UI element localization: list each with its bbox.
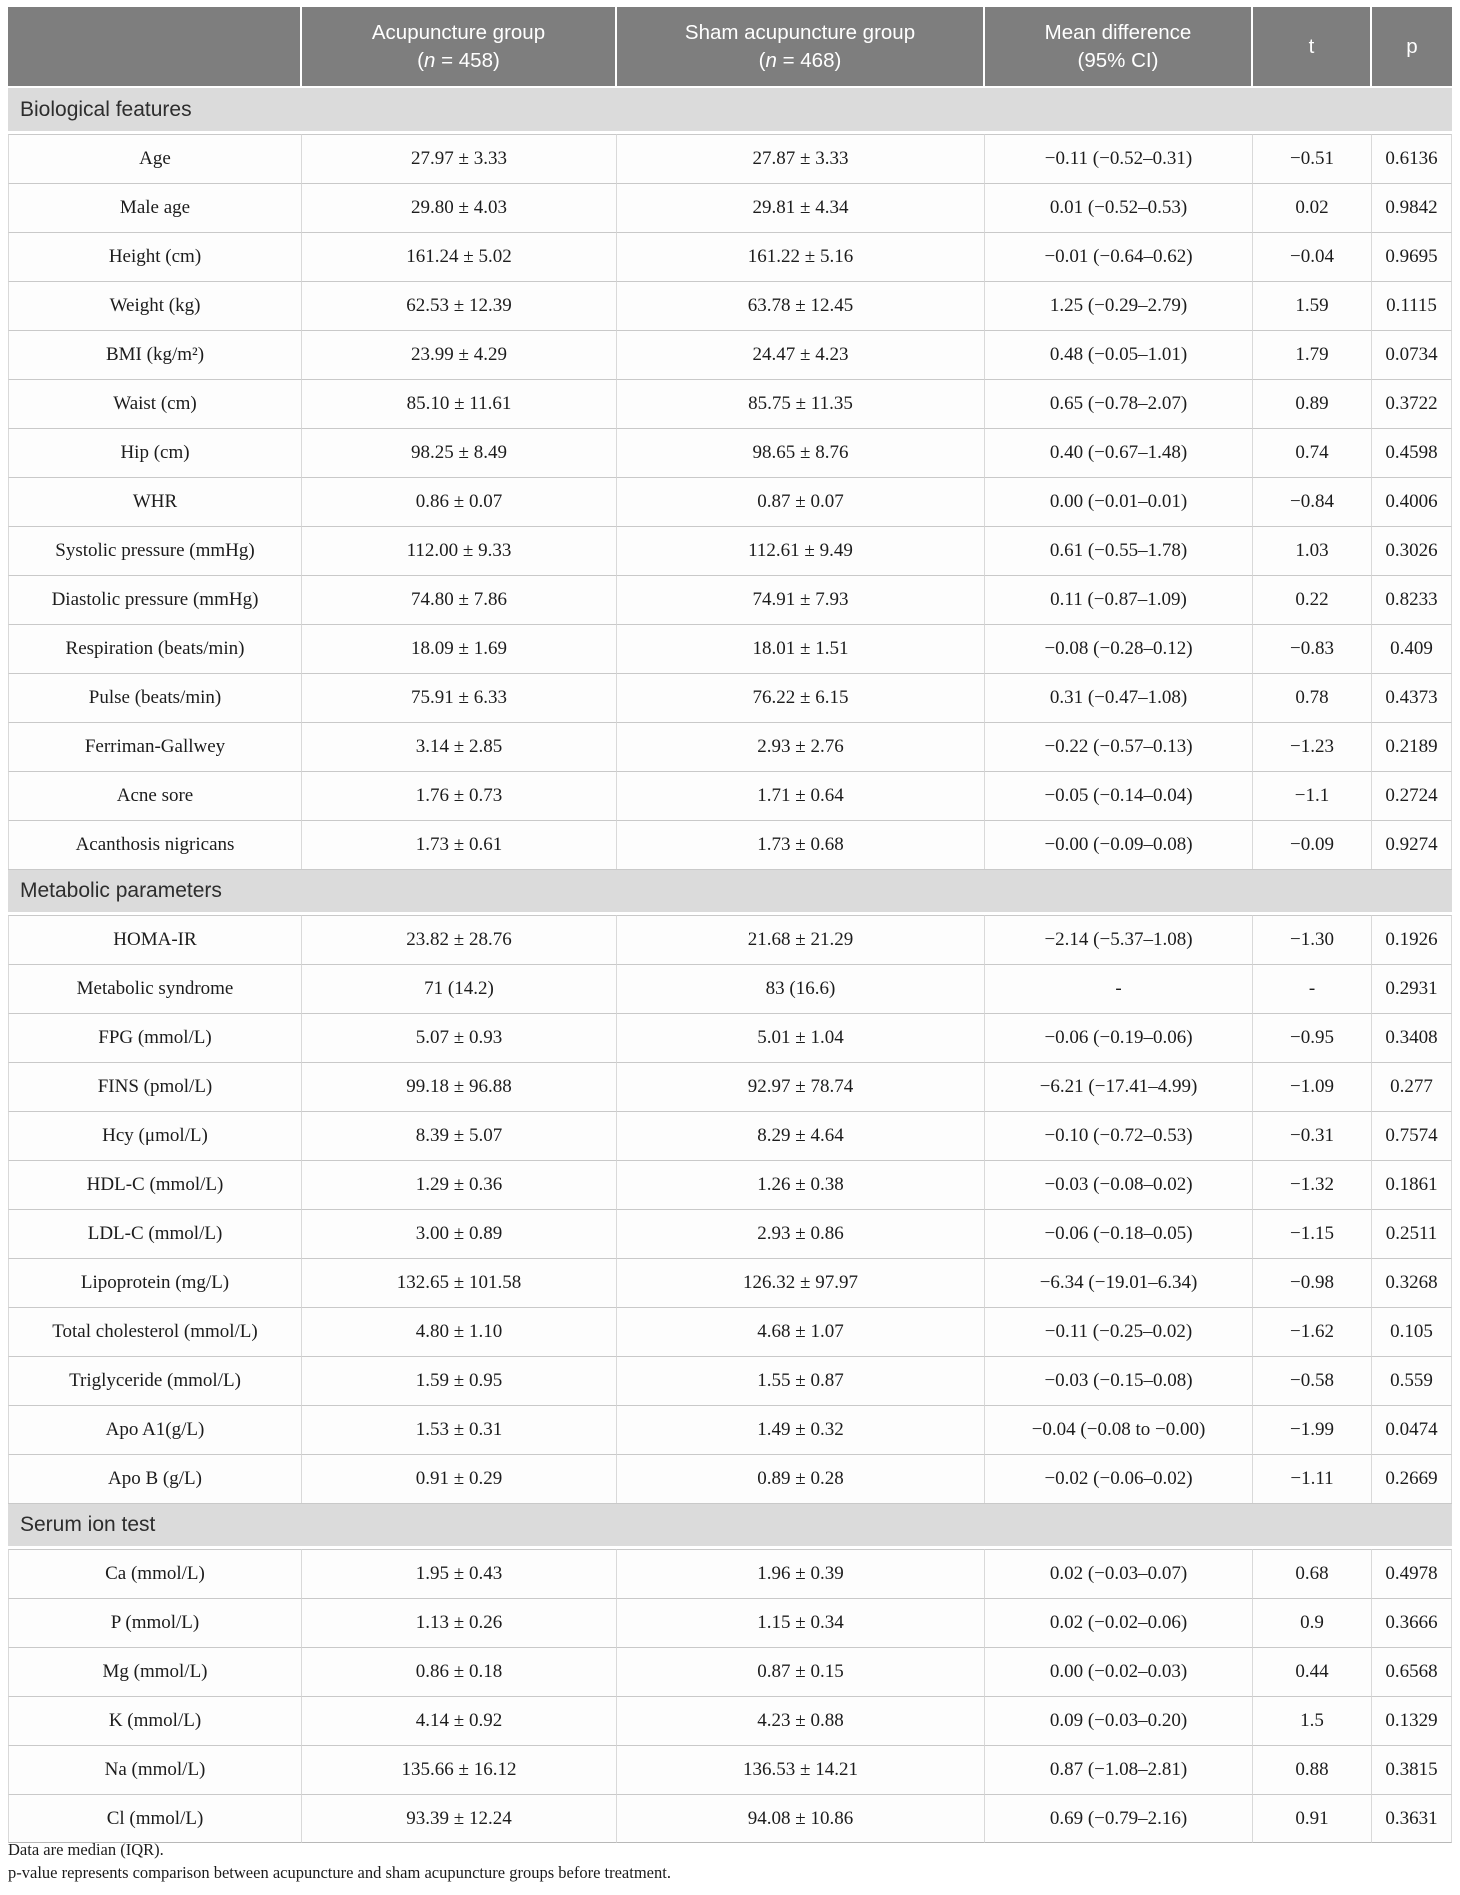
acupuncture-group-n: (n = 458): [417, 48, 500, 72]
row-label: Apo A1(g/L): [8, 1405, 302, 1454]
acupuncture-value: 1.29 ± 0.36: [302, 1160, 617, 1209]
table-row: [8, 183, 1452, 232]
column-header-mean-difference: [985, 7, 1253, 88]
table-row: [8, 915, 1452, 964]
table-row: [8, 1745, 1452, 1794]
p-value: 0.3815: [1372, 1745, 1452, 1794]
t-value: −0.83: [1253, 624, 1372, 673]
sham-value: 136.53 ± 14.21: [617, 1745, 985, 1794]
p-value: 0.2724: [1372, 771, 1452, 820]
p-value: 0.8233: [1372, 575, 1452, 624]
t-value: -: [1253, 964, 1372, 1013]
acupuncture-value: 4.14 ± 0.92: [302, 1696, 617, 1745]
acupuncture-value: 27.97 ± 3.33: [302, 134, 617, 183]
t-value: −1.99: [1253, 1405, 1372, 1454]
p-value: 0.3631: [1372, 1794, 1452, 1843]
acupuncture-value: 1.95 ± 0.43: [302, 1549, 617, 1598]
t-value: 0.78: [1253, 673, 1372, 722]
row-label: Acanthosis nigricans: [8, 820, 302, 869]
t-value: −0.58: [1253, 1356, 1372, 1405]
row-label: HDL-C (mmol/L): [8, 1160, 302, 1209]
acupuncture-value: 1.53 ± 0.31: [302, 1405, 617, 1454]
row-label: Mg (mmol/L): [8, 1647, 302, 1696]
p-value: 0.0734: [1372, 330, 1452, 379]
p-value: 0.3268: [1372, 1258, 1452, 1307]
baseline-characteristics-table: [8, 7, 1452, 1843]
row-label: Diastolic pressure (mmHg): [8, 575, 302, 624]
table-row: [8, 575, 1452, 624]
p-value: 0.2931: [1372, 964, 1452, 1013]
footnote-data-median: Data are median (IQR).: [8, 1840, 164, 1859]
acupuncture-value: 5.07 ± 0.93: [302, 1013, 617, 1062]
acupuncture-value: 71 (14.2): [302, 964, 617, 1013]
table-row: [8, 281, 1452, 330]
table-row: [8, 134, 1452, 183]
row-label: WHR: [8, 477, 302, 526]
mean-difference-value: −0.01 (−0.64–0.62): [985, 232, 1253, 281]
t-value: 0.22: [1253, 575, 1372, 624]
p-value: 0.0474: [1372, 1405, 1452, 1454]
t-value: 0.89: [1253, 379, 1372, 428]
sham-value: 2.93 ± 2.76: [617, 722, 985, 771]
table-row: [8, 1111, 1452, 1160]
column-header-acupuncture-group: [302, 7, 617, 88]
table-row: [8, 1307, 1452, 1356]
sham-value: 0.87 ± 0.07: [617, 477, 985, 526]
table-row: [8, 1647, 1452, 1696]
acupuncture-value: 1.73 ± 0.61: [302, 820, 617, 869]
mean-difference-value: −0.03 (−0.15–0.08): [985, 1356, 1253, 1405]
p-value: 0.4598: [1372, 428, 1452, 477]
section-header-row: [8, 88, 1452, 134]
t-value: −1.15: [1253, 1209, 1372, 1258]
mean-difference-value: −0.05 (−0.14–0.04): [985, 771, 1253, 820]
sham-value: 5.01 ± 1.04: [617, 1013, 985, 1062]
mean-difference-value: 0.87 (−1.08–2.81): [985, 1745, 1253, 1794]
acupuncture-value: 132.65 ± 101.58: [302, 1258, 617, 1307]
t-value: −0.31: [1253, 1111, 1372, 1160]
sham-value: 76.22 ± 6.15: [617, 673, 985, 722]
acupuncture-value: 3.00 ± 0.89: [302, 1209, 617, 1258]
section-title: Metabolic parameters: [8, 869, 1452, 915]
mean-difference-ci: (95% CI): [1077, 48, 1159, 72]
mean-difference-value: 1.25 (−0.29–2.79): [985, 281, 1253, 330]
row-label: HOMA-IR: [8, 915, 302, 964]
p-value: 0.9274: [1372, 820, 1452, 869]
acupuncture-value: 135.66 ± 16.12: [302, 1745, 617, 1794]
table-row: [8, 673, 1452, 722]
t-value: −0.51: [1253, 134, 1372, 183]
footnote-p-value: p-value represents comparison between acupuncture and sham acupuncture groups before treatment.: [8, 1863, 671, 1883]
p-value: 0.1115: [1372, 281, 1452, 330]
row-label: P (mmol/L): [8, 1598, 302, 1647]
p-value: 0.3722: [1372, 379, 1452, 428]
t-value: 1.5: [1253, 1696, 1372, 1745]
table-row: [8, 1696, 1452, 1745]
acupuncture-value: 75.91 ± 6.33: [302, 673, 617, 722]
row-label: Apo B (g/L): [8, 1454, 302, 1503]
table-row: [8, 1160, 1452, 1209]
row-label: Ca (mmol/L): [8, 1549, 302, 1598]
sham-value: 24.47 ± 4.23: [617, 330, 985, 379]
sham-value: 1.55 ± 0.87: [617, 1356, 985, 1405]
sham-value: 98.65 ± 8.76: [617, 428, 985, 477]
t-value: −1.32: [1253, 1160, 1372, 1209]
sham-value: 161.22 ± 5.16: [617, 232, 985, 281]
mean-difference-value: 0.11 (−0.87–1.09): [985, 575, 1253, 624]
sham-value: 21.68 ± 21.29: [617, 915, 985, 964]
mean-difference-value: 0.00 (−0.02–0.03): [985, 1647, 1253, 1696]
mean-difference-value: −2.14 (−5.37–1.08): [985, 915, 1253, 964]
sham-value: 1.15 ± 0.34: [617, 1598, 985, 1647]
sham-value: 1.96 ± 0.39: [617, 1549, 985, 1598]
mean-difference-value: −0.00 (−0.09–0.08): [985, 820, 1253, 869]
row-label: LDL-C (mmol/L): [8, 1209, 302, 1258]
table-row: [8, 722, 1452, 771]
sham-value: 8.29 ± 4.64: [617, 1111, 985, 1160]
t-value: −1.09: [1253, 1062, 1372, 1111]
table-row: [8, 1794, 1452, 1843]
column-header-sham-group: [617, 7, 985, 88]
row-label: Respiration (beats/min): [8, 624, 302, 673]
p-value: 0.9842: [1372, 183, 1452, 232]
p-value: 0.105: [1372, 1307, 1452, 1356]
mean-difference-value: −0.06 (−0.19–0.06): [985, 1013, 1253, 1062]
t-value: 0.02: [1253, 183, 1372, 232]
sham-value: 85.75 ± 11.35: [617, 379, 985, 428]
mean-difference-value: −6.34 (−19.01–6.34): [985, 1258, 1253, 1307]
p-value: 0.2669: [1372, 1454, 1452, 1503]
t-value: −0.98: [1253, 1258, 1372, 1307]
mean-difference-title: Mean difference: [1044, 21, 1192, 45]
sham-value: 0.87 ± 0.15: [617, 1647, 985, 1696]
sham-value: 4.23 ± 0.88: [617, 1696, 985, 1745]
sham-value: 63.78 ± 12.45: [617, 281, 985, 330]
p-value: 0.277: [1372, 1062, 1452, 1111]
t-value: 1.03: [1253, 526, 1372, 575]
mean-difference-value: −0.04 (−0.08 to −0.00): [985, 1405, 1253, 1454]
p-value: 0.1926: [1372, 915, 1452, 964]
t-value: 0.9: [1253, 1598, 1372, 1647]
table-row: [8, 1356, 1452, 1405]
acupuncture-value: 0.86 ± 0.18: [302, 1647, 617, 1696]
acupuncture-value: 8.39 ± 5.07: [302, 1111, 617, 1160]
acupuncture-value: 93.39 ± 12.24: [302, 1794, 617, 1843]
section-title: Biological features: [8, 88, 1452, 134]
sham-value: 4.68 ± 1.07: [617, 1307, 985, 1356]
p-value: 0.4373: [1372, 673, 1452, 722]
mean-difference-value: −0.08 (−0.28–0.12): [985, 624, 1253, 673]
row-label: Age: [8, 134, 302, 183]
t-value: 0.88: [1253, 1745, 1372, 1794]
row-label: Waist (cm): [8, 379, 302, 428]
p-value: 0.6136: [1372, 134, 1452, 183]
row-label: FINS (pmol/L): [8, 1062, 302, 1111]
acupuncture-value: 112.00 ± 9.33: [302, 526, 617, 575]
mean-difference-value: −0.10 (−0.72–0.53): [985, 1111, 1253, 1160]
table-row: [8, 1454, 1452, 1503]
acupuncture-value: 85.10 ± 11.61: [302, 379, 617, 428]
p-value: 0.409: [1372, 624, 1452, 673]
column-header-variable: [8, 7, 302, 88]
mean-difference-value: 0.31 (−0.47–1.08): [985, 673, 1253, 722]
mean-difference-value: −0.11 (−0.52–0.31): [985, 134, 1253, 183]
t-value: −0.04: [1253, 232, 1372, 281]
t-value: −1.30: [1253, 915, 1372, 964]
mean-difference-value: −6.21 (−17.41–4.99): [985, 1062, 1253, 1111]
row-label: Systolic pressure (mmHg): [8, 526, 302, 575]
table-row: [8, 964, 1452, 1013]
table-row: [8, 1062, 1452, 1111]
table-row: [8, 624, 1452, 673]
section-header-row: [8, 1503, 1452, 1549]
t-value: −0.95: [1253, 1013, 1372, 1062]
mean-difference-value: −0.22 (−0.57–0.13): [985, 722, 1253, 771]
mean-difference-value: −0.11 (−0.25–0.02): [985, 1307, 1253, 1356]
sham-value: 92.97 ± 78.74: [617, 1062, 985, 1111]
column-header-t: t: [1253, 7, 1372, 88]
p-value: 0.2189: [1372, 722, 1452, 771]
mean-difference-value: 0.01 (−0.52–0.53): [985, 183, 1253, 232]
sham-value: 1.26 ± 0.38: [617, 1160, 985, 1209]
t-value: −1.62: [1253, 1307, 1372, 1356]
table-row: [8, 1013, 1452, 1062]
acupuncture-value: 23.82 ± 28.76: [302, 915, 617, 964]
acupuncture-value: 0.86 ± 0.07: [302, 477, 617, 526]
row-label: Triglyceride (mmol/L): [8, 1356, 302, 1405]
table-row: [8, 477, 1452, 526]
t-value: 1.79: [1253, 330, 1372, 379]
t-value: −1.1: [1253, 771, 1372, 820]
table-row: [8, 820, 1452, 869]
mean-difference-value: 0.40 (−0.67–1.48): [985, 428, 1253, 477]
acupuncture-value: 98.25 ± 8.49: [302, 428, 617, 477]
sham-value: 74.91 ± 7.93: [617, 575, 985, 624]
table-row: [8, 526, 1452, 575]
acupuncture-value: 3.14 ± 2.85: [302, 722, 617, 771]
column-header-p: p: [1372, 7, 1452, 88]
table-row: [8, 1258, 1452, 1307]
row-label: Acne sore: [8, 771, 302, 820]
row-label: Male age: [8, 183, 302, 232]
section-header-row: [8, 869, 1452, 915]
p-value: 0.4978: [1372, 1549, 1452, 1598]
mean-difference-value: 0.00 (−0.01–0.01): [985, 477, 1253, 526]
p-value: 0.1329: [1372, 1696, 1452, 1745]
table-row: [8, 771, 1452, 820]
acupuncture-value: 4.80 ± 1.10: [302, 1307, 617, 1356]
table-row: [8, 379, 1452, 428]
sham-value: 0.89 ± 0.28: [617, 1454, 985, 1503]
table-row: [8, 330, 1452, 379]
acupuncture-value: 1.59 ± 0.95: [302, 1356, 617, 1405]
table-header-row: [8, 7, 1452, 88]
acupuncture-value: 161.24 ± 5.02: [302, 232, 617, 281]
mean-difference-value: 0.69 (−0.79–2.16): [985, 1794, 1253, 1843]
table-row: [8, 1209, 1452, 1258]
acupuncture-value: 1.13 ± 0.26: [302, 1598, 617, 1647]
sham-value: 126.32 ± 97.97: [617, 1258, 985, 1307]
row-label: Hip (cm): [8, 428, 302, 477]
p-value: 0.9695: [1372, 232, 1452, 281]
row-label: Lipoprotein (mg/L): [8, 1258, 302, 1307]
row-label: Pulse (beats/min): [8, 673, 302, 722]
mean-difference-value: 0.02 (−0.03–0.07): [985, 1549, 1253, 1598]
acupuncture-value: 23.99 ± 4.29: [302, 330, 617, 379]
table-row: [8, 1598, 1452, 1647]
t-value: 1.59: [1253, 281, 1372, 330]
acupuncture-group-title: Acupuncture group: [371, 21, 546, 45]
mean-difference-value: −0.02 (−0.06–0.02): [985, 1454, 1253, 1503]
t-value: 0.44: [1253, 1647, 1372, 1696]
mean-difference-value: 0.02 (−0.02–0.06): [985, 1598, 1253, 1647]
mean-difference-value: -: [985, 964, 1253, 1013]
row-label: Ferriman-Gallwey: [8, 722, 302, 771]
sham-value: 29.81 ± 4.34: [617, 183, 985, 232]
row-label: K (mmol/L): [8, 1696, 302, 1745]
t-value: 0.91: [1253, 1794, 1372, 1843]
sham-value: 18.01 ± 1.51: [617, 624, 985, 673]
acupuncture-value: 99.18 ± 96.88: [302, 1062, 617, 1111]
sham-value: 1.73 ± 0.68: [617, 820, 985, 869]
sham-value: 1.49 ± 0.32: [617, 1405, 985, 1454]
p-value: 0.3026: [1372, 526, 1452, 575]
t-value: 0.74: [1253, 428, 1372, 477]
row-label: Hcy (μmol/L): [8, 1111, 302, 1160]
sham-value: 1.71 ± 0.64: [617, 771, 985, 820]
acupuncture-value: 62.53 ± 12.39: [302, 281, 617, 330]
table-row: [8, 428, 1452, 477]
p-value: 0.4006: [1372, 477, 1452, 526]
table-row: [8, 1405, 1452, 1454]
row-label: FPG (mmol/L): [8, 1013, 302, 1062]
p-value: 0.3666: [1372, 1598, 1452, 1647]
table-header: [8, 7, 1452, 88]
row-label: Cl (mmol/L): [8, 1794, 302, 1843]
mean-difference-value: 0.61 (−0.55–1.78): [985, 526, 1253, 575]
row-label: BMI (kg/m²): [8, 330, 302, 379]
sham-value: 112.61 ± 9.49: [617, 526, 985, 575]
sham-value: 2.93 ± 0.86: [617, 1209, 985, 1258]
p-value: 0.2511: [1372, 1209, 1452, 1258]
row-label: Na (mmol/L): [8, 1745, 302, 1794]
table-row: [8, 1549, 1452, 1598]
sham-group-n: (n = 468): [758, 48, 842, 72]
p-value: 0.1861: [1372, 1160, 1452, 1209]
table-body: [8, 88, 1452, 1843]
table-footnotes: [8, 1838, 671, 1885]
p-value: 0.559: [1372, 1356, 1452, 1405]
mean-difference-value: 0.48 (−0.05–1.01): [985, 330, 1253, 379]
sham-value: 83 (16.6): [617, 964, 985, 1013]
acupuncture-value: 1.76 ± 0.73: [302, 771, 617, 820]
mean-difference-value: −0.06 (−0.18–0.05): [985, 1209, 1253, 1258]
sham-value: 27.87 ± 3.33: [617, 134, 985, 183]
t-value: −0.09: [1253, 820, 1372, 869]
sham-value: 94.08 ± 10.86: [617, 1794, 985, 1843]
t-value: 0.68: [1253, 1549, 1372, 1598]
mean-difference-value: 0.65 (−0.78–2.07): [985, 379, 1253, 428]
section-title: Serum ion test: [8, 1503, 1452, 1549]
acupuncture-value: 29.80 ± 4.03: [302, 183, 617, 232]
p-value: 0.3408: [1372, 1013, 1452, 1062]
t-value: −1.23: [1253, 722, 1372, 771]
p-value: 0.6568: [1372, 1647, 1452, 1696]
acupuncture-value: 0.91 ± 0.29: [302, 1454, 617, 1503]
t-value: −1.11: [1253, 1454, 1372, 1503]
p-value: 0.7574: [1372, 1111, 1452, 1160]
row-label: Height (cm): [8, 232, 302, 281]
table-row: [8, 232, 1452, 281]
t-value: −0.84: [1253, 477, 1372, 526]
row-label: Weight (kg): [8, 281, 302, 330]
mean-difference-value: −0.03 (−0.08–0.02): [985, 1160, 1253, 1209]
acupuncture-value: 74.80 ± 7.86: [302, 575, 617, 624]
sham-group-title: Sham acupuncture group: [684, 21, 916, 45]
mean-difference-value: 0.09 (−0.03–0.20): [985, 1696, 1253, 1745]
row-label: Total cholesterol (mmol/L): [8, 1307, 302, 1356]
row-label: Metabolic syndrome: [8, 964, 302, 1013]
acupuncture-value: 18.09 ± 1.69: [302, 624, 617, 673]
